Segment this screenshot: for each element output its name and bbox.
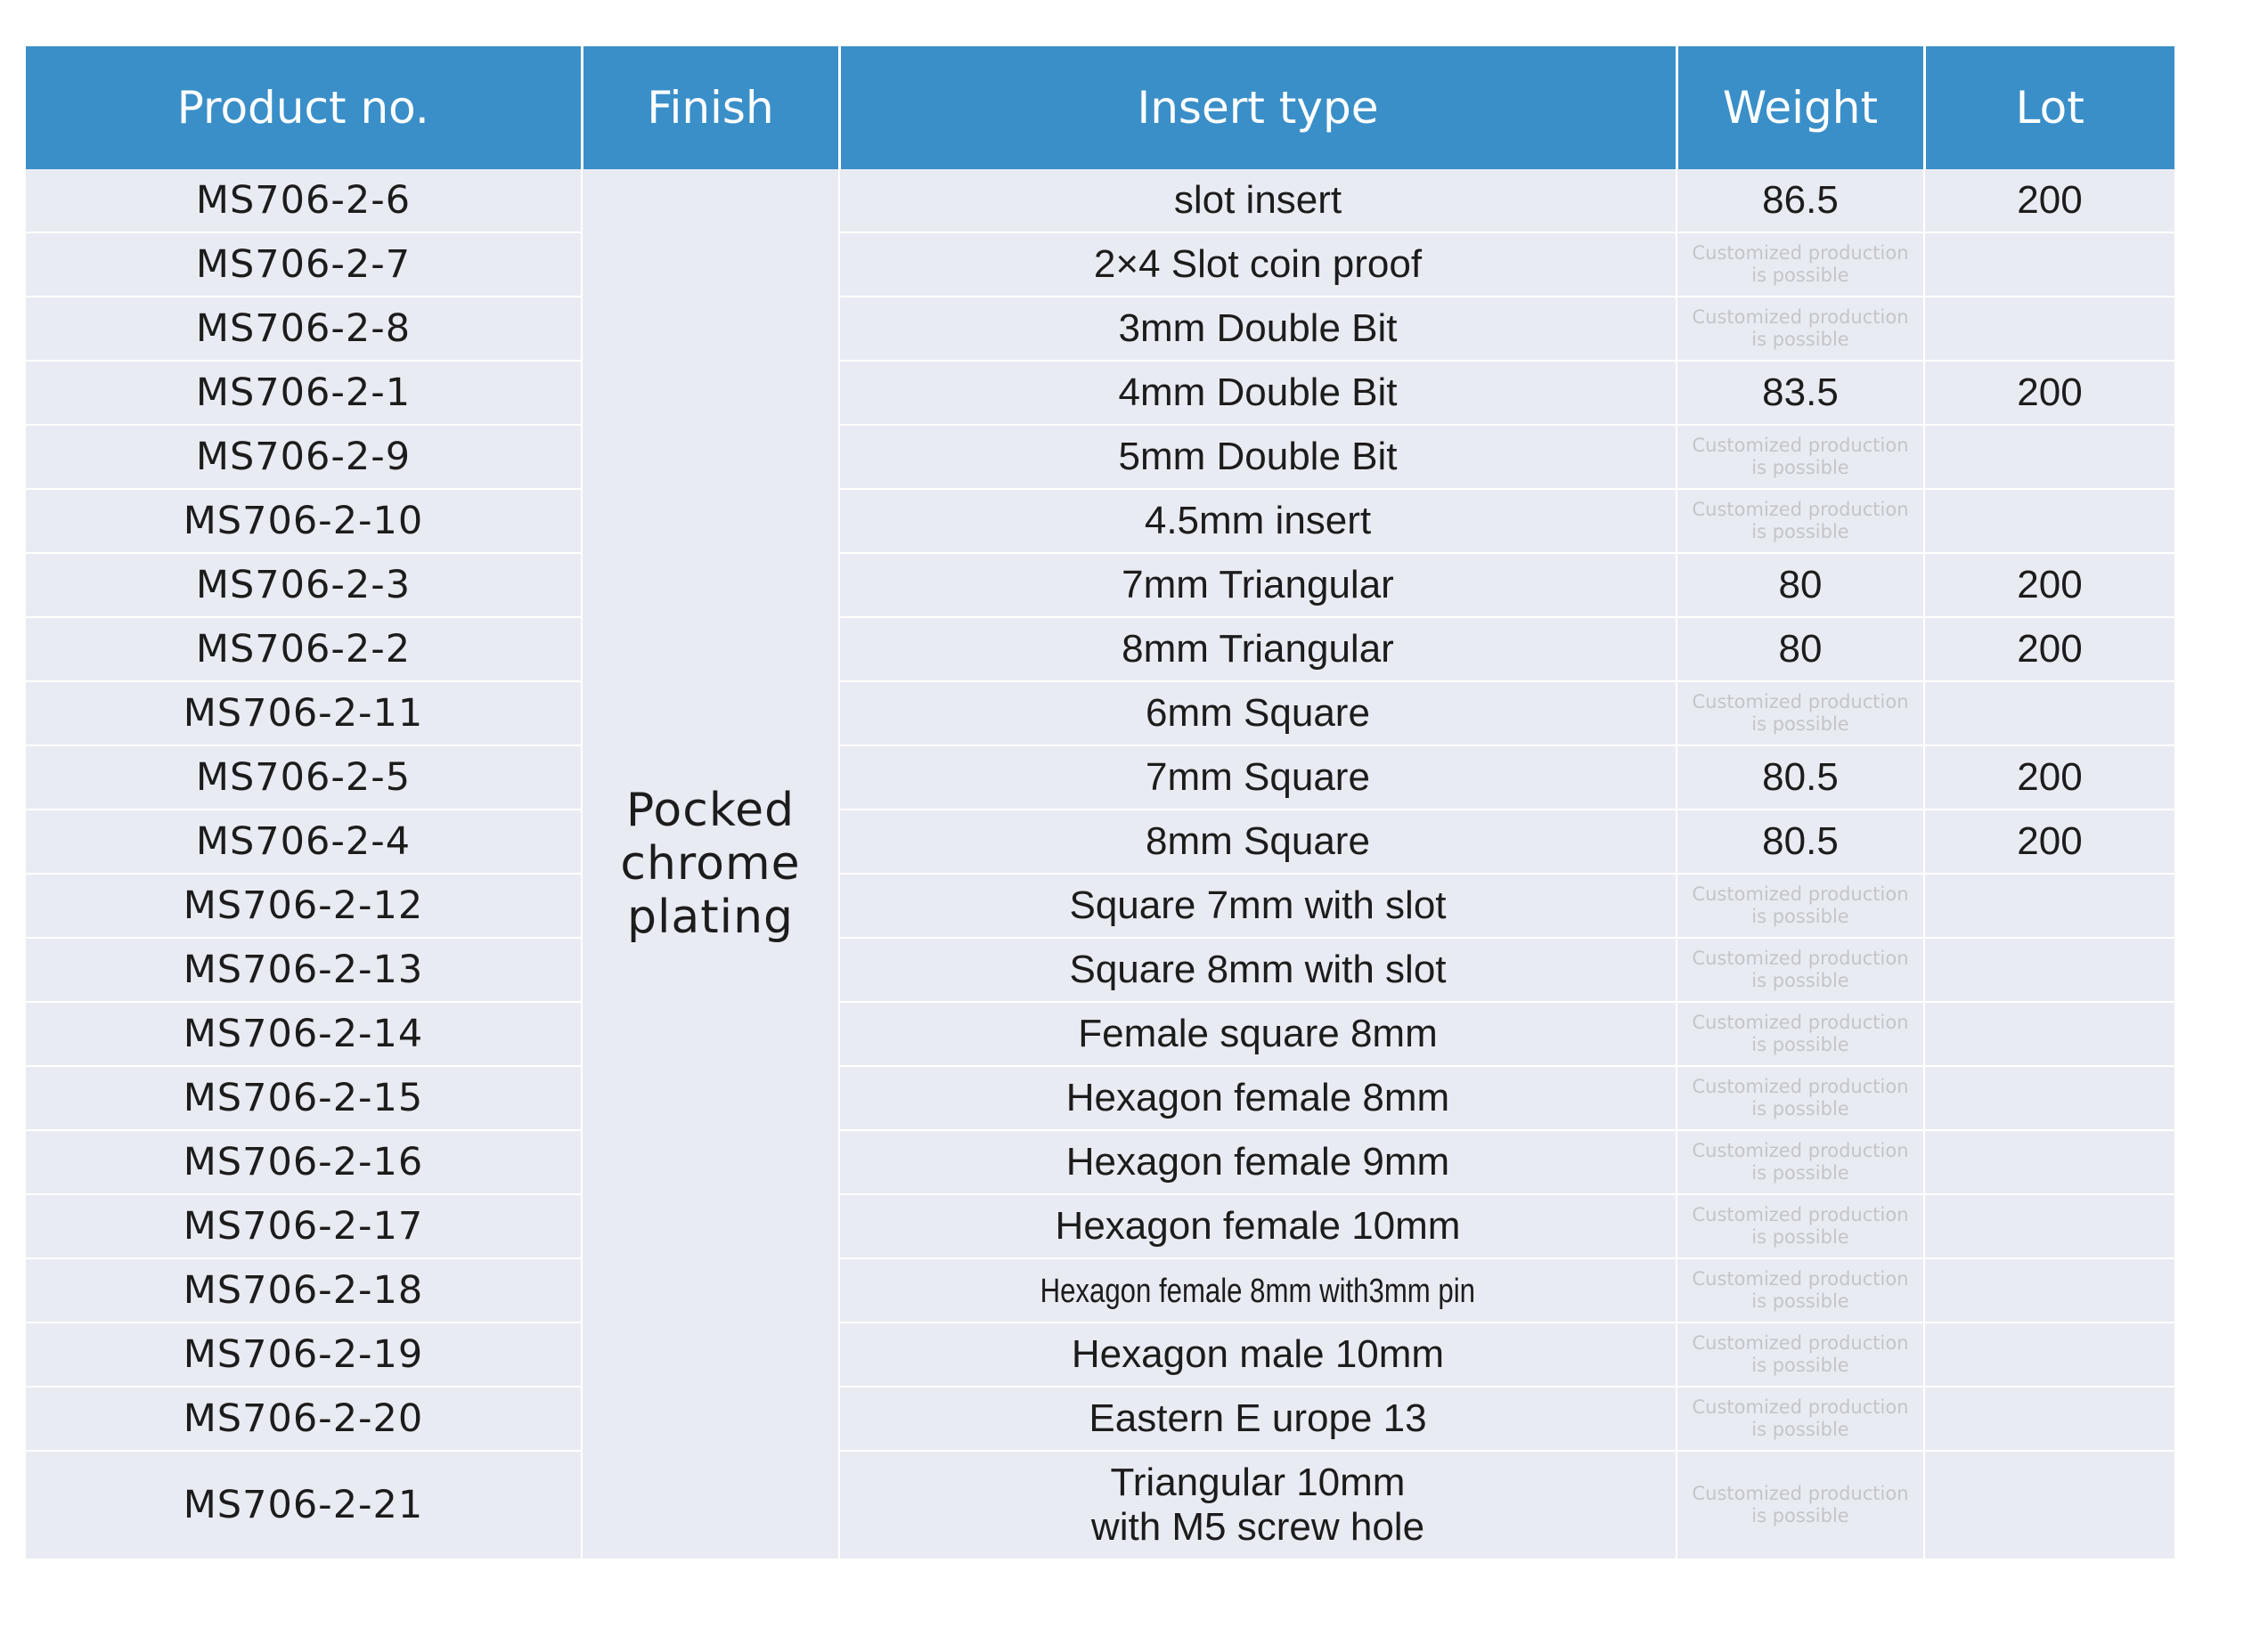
custom-production-note: is possible [1751,457,1849,478]
lot-cell: 200 [1924,169,2174,232]
insert-type-cell: 7mm Triangular [839,553,1677,617]
product-no-cell: MS706-2-16 [26,1130,582,1194]
product-no-cell: MS706-2-20 [26,1387,582,1451]
lot-cell [1924,1002,2174,1066]
table-row [26,810,2174,874]
table-row [26,232,2174,297]
insert-type-cell: 7mm Square [839,745,1677,810]
table-row [26,489,2174,553]
insert-type-cell: Hexagon male 10mm [839,1323,1677,1387]
table-row [26,1323,2174,1387]
custom-production-note: Customized production [1692,1076,1909,1097]
product-no-cell: MS706-2-2 [26,617,582,681]
header-insert-type: Insert type [839,46,1677,169]
insert-type-cell: Female square 8mm [839,1002,1677,1066]
lot-cell [1924,1451,2174,1559]
custom-production-note: is possible [1751,1162,1849,1184]
product-spec-table [26,46,2174,1560]
insert-type-cell: Square 8mm with slot [839,938,1677,1002]
product-no-cell: MS706-2-13 [26,938,582,1002]
insert-type-cell: 6mm Square [839,681,1677,745]
lot-cell [1924,297,2174,361]
product-no-cell: MS706-2-17 [26,1194,582,1258]
custom-production-note: Customized production [1692,499,1909,520]
table-body [26,169,2174,1559]
insert-type-cell: 2×4 Slot coin proof [839,232,1677,297]
custom-production-note: Customized production [1692,1204,1909,1225]
insert-type-cell: Hexagon female 10mm [839,1194,1677,1258]
header-product-no: Product no. [26,46,582,169]
product-no-cell: MS706-2-1 [26,361,582,425]
weight-cell: 80 [1677,553,1924,617]
custom-production-note: is possible [1751,1505,1849,1526]
table-row [26,1066,2174,1130]
table-row [26,617,2174,681]
table-row [26,874,2174,938]
lot-cell [1924,425,2174,489]
weight-cell [1677,681,1924,745]
product-no-cell: MS706-2-5 [26,745,582,810]
lot-cell: 200 [1924,745,2174,810]
weight-cell [1677,938,1924,1002]
weight-cell [1677,1066,1924,1130]
insert-type-cell: Square 7mm with slot [839,874,1677,938]
custom-production-note: is possible [1751,265,1849,286]
custom-production-note: Customized production [1692,242,1909,264]
header-row [26,46,2174,169]
custom-production-note: Customized production [1692,306,1909,328]
custom-production-note: is possible [1751,1419,1849,1440]
insert-type-cell: 8mm Triangular [839,617,1677,681]
lot-cell [1924,489,2174,553]
custom-production-note: Customized production [1692,1396,1909,1418]
insert-type-cell [839,1258,1677,1323]
insert-type-cell: slot insert [839,169,1677,232]
custom-production-note: is possible [1751,1034,1849,1055]
table-row [26,297,2174,361]
lot-cell [1924,1323,2174,1387]
header-finish: Finish [582,46,839,169]
custom-production-note: Customized production [1692,948,1909,969]
weight-cell: 80.5 [1677,745,1924,810]
lot-cell: 200 [1924,361,2174,425]
insert-type-cell: Hexagon female 8mm [839,1066,1677,1130]
custom-production-note: is possible [1751,713,1849,735]
lot-cell [1924,232,2174,297]
lot-cell: 200 [1924,810,2174,874]
insert-type-line: Triangular 10mm [1110,1461,1406,1504]
custom-production-note: is possible [1751,1226,1849,1248]
product-no-cell: MS706-2-9 [26,425,582,489]
product-no-cell: MS706-2-11 [26,681,582,745]
weight-cell [1677,1002,1924,1066]
insert-type-cell: 5mm Double Bit [839,425,1677,489]
weight-cell [1677,1387,1924,1451]
insert-type-cell: 4mm Double Bit [839,361,1677,425]
product-no-cell: MS706-2-4 [26,810,582,874]
weight-cell [1677,489,1924,553]
custom-production-note: Customized production [1692,1483,1909,1504]
table-row [26,938,2174,1002]
product-no-cell: MS706-2-21 [26,1451,582,1559]
custom-production-note: is possible [1751,521,1849,542]
custom-production-note: is possible [1751,970,1849,991]
product-no-cell: MS706-2-7 [26,232,582,297]
lot-cell [1924,874,2174,938]
table-row [26,1194,2174,1258]
weight-cell: 86.5 [1677,169,1924,232]
lot-cell: 200 [1924,617,2174,681]
table-row [26,1451,2174,1559]
table-row [26,361,2174,425]
weight-cell [1677,232,1924,297]
weight-cell [1677,1451,1924,1559]
custom-production-note: Customized production [1692,1268,1909,1290]
finish-cell: Pocked chrome plating [582,169,839,1559]
table-row [26,745,2174,810]
weight-cell [1677,425,1924,489]
product-no-cell: MS706-2-3 [26,553,582,617]
custom-production-note: is possible [1751,906,1849,927]
product-no-cell: MS706-2-10 [26,489,582,553]
weight-cell: 80.5 [1677,810,1924,874]
insert-type-cell: Eastern E urope 13 [839,1387,1677,1451]
product-no-cell: MS706-2-12 [26,874,582,938]
insert-type-cell: 3mm Double Bit [839,297,1677,361]
custom-production-note: is possible [1751,329,1849,350]
table-row [26,1002,2174,1066]
weight-cell: 80 [1677,617,1924,681]
weight-cell [1677,1323,1924,1387]
table-row [26,425,2174,489]
header-lot: Lot [1924,46,2174,169]
custom-production-note: Customized production [1692,1140,1909,1161]
product-no-cell: MS706-2-19 [26,1323,582,1387]
lot-cell: 200 [1924,553,2174,617]
table-row [26,1387,2174,1451]
table-row [26,681,2174,745]
weight-cell [1677,297,1924,361]
weight-cell [1677,1194,1924,1258]
weight-cell [1677,1130,1924,1194]
lot-cell [1924,1258,2174,1323]
insert-type-text: Hexagon female 8mm with3mm pin [1040,1273,1476,1310]
insert-type-line: with M5 screw hole [1090,1505,1425,1549]
custom-production-note: Customized production [1692,1332,1909,1354]
insert-type-cell: 4.5mm insert [839,489,1677,553]
weight-cell: 83.5 [1677,361,1924,425]
table-row [26,1130,2174,1194]
insert-type-cell: 8mm Square [839,810,1677,874]
table-row [26,169,2174,232]
lot-cell [1924,938,2174,1002]
table-row [26,1258,2174,1323]
custom-production-note: Customized production [1692,883,1909,905]
insert-type-cell: Hexagon female 9mm [839,1130,1677,1194]
insert-type-cell [839,1451,1677,1559]
product-no-cell: MS706-2-15 [26,1066,582,1130]
custom-production-note: is possible [1751,1355,1849,1376]
custom-production-note: is possible [1751,1290,1849,1312]
product-no-cell: MS706-2-18 [26,1258,582,1323]
custom-production-note: Customized production [1692,1012,1909,1033]
lot-cell [1924,1194,2174,1258]
header-weight: Weight [1677,46,1924,169]
lot-cell [1924,1130,2174,1194]
product-no-cell: MS706-2-6 [26,169,582,232]
custom-production-note: Customized production [1692,435,1909,456]
lot-cell [1924,681,2174,745]
weight-cell [1677,874,1924,938]
lot-cell [1924,1387,2174,1451]
product-no-cell: MS706-2-14 [26,1002,582,1066]
lot-cell [1924,1066,2174,1130]
custom-production-note: Customized production [1692,691,1909,712]
table-row [26,553,2174,617]
custom-production-note: is possible [1751,1098,1849,1119]
weight-cell [1677,1258,1924,1323]
product-no-cell: MS706-2-8 [26,297,582,361]
